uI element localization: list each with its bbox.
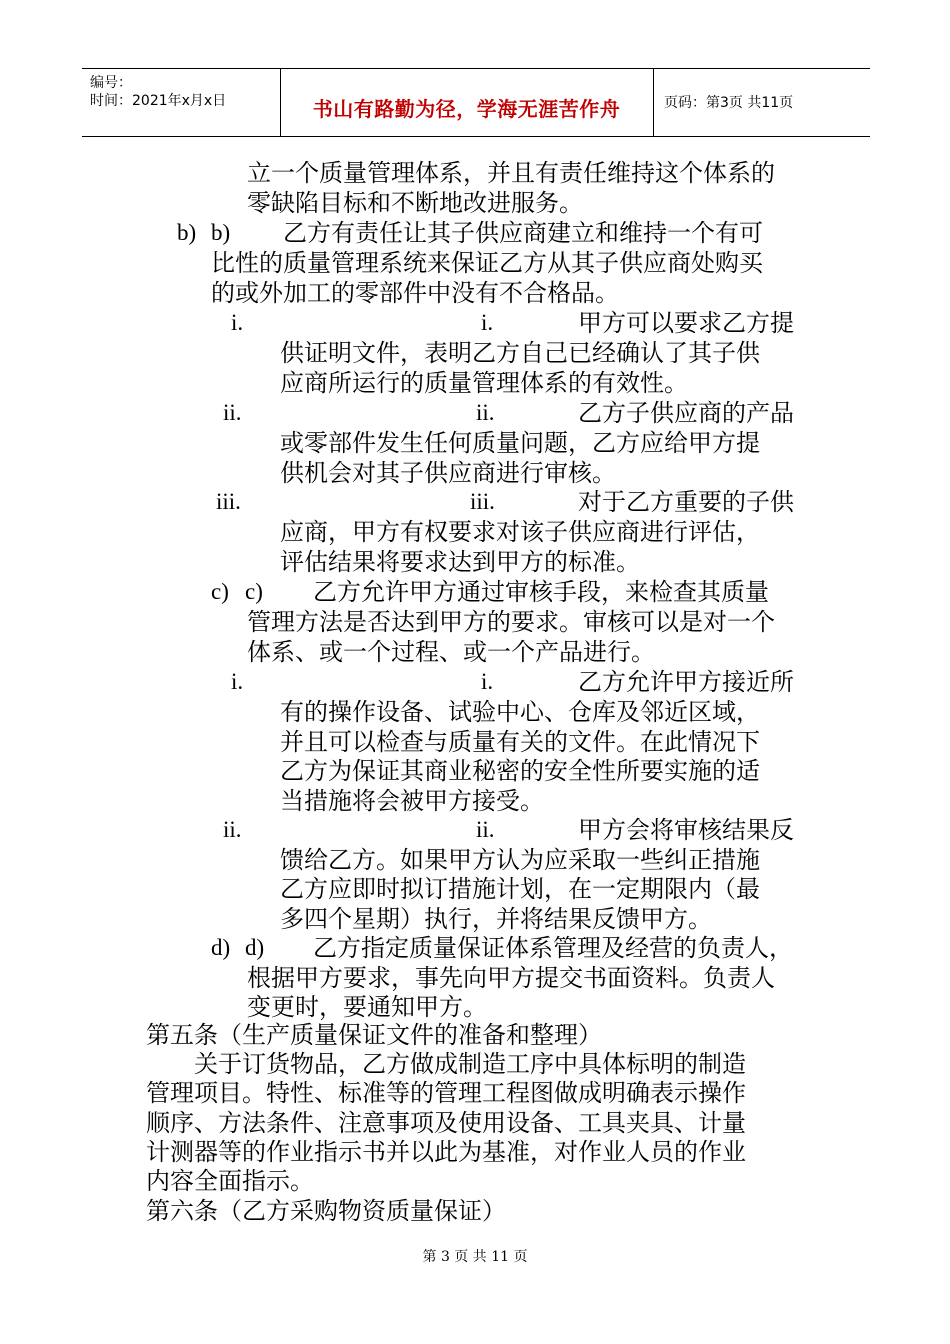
text-line: 乙方指定质量保证体系管理及经营的负责人， (313, 934, 793, 962)
header-motto-cell (280, 69, 654, 136)
header-motto: 书山有路勤为径，学海无涯苦作舟 (312, 97, 621, 121)
text-line: 根据甲方要求，事先向甲方提交书面资料。负责人 (247, 964, 775, 992)
list-marker: i. (231, 669, 244, 694)
text-line: 并且可以检查与质量有关的文件。在此情况下 (280, 728, 760, 756)
list-marker: iii. (470, 489, 495, 514)
header-page-cell (654, 69, 870, 136)
text-line: 顺序、方法条件、注意事项及使用设备、工具夹具、计量 (146, 1109, 746, 1137)
text-line: 管理项目。特性、标准等的管理工程图做成明确表示操作 (146, 1079, 746, 1107)
text-line: 乙方允许甲方接近所 (578, 668, 794, 696)
text-line: 甲方可以要求乙方提 (578, 309, 794, 337)
text-line: 或零部件发生任何质量问题，乙方应给甲方提 (280, 429, 760, 457)
page-header (82, 68, 870, 137)
list-marker: ii. (223, 817, 242, 842)
text-line: 体系、或一个过程、或一个产品进行。 (247, 638, 655, 666)
text-line: 馈给乙方。如果甲方认为应采取一些纠正措施 (280, 846, 760, 874)
text-line: 变更时，要通知甲方。 (247, 993, 487, 1021)
list-marker: d) (245, 935, 265, 960)
list-marker: b) (211, 220, 231, 245)
text-line: 对于乙方重要的子供 (578, 488, 794, 516)
text-line: 乙方为保证其商业秘密的安全性所要实施的适 (280, 757, 760, 785)
text-line: 零缺陷目标和不断地改进服务。 (247, 189, 583, 217)
header-page-info: 页码：第3页 共11页 (664, 95, 794, 111)
list-marker: i. (231, 310, 244, 335)
text-line: 有的操作设备、试验中心、仓库及邻近区域， (280, 698, 760, 726)
section-heading: 第六条（乙方采购物资质量保证） (146, 1197, 506, 1225)
header-info-cell (82, 69, 281, 136)
text-line: 应商，甲方有权要求对该子供应商进行评估， (280, 518, 760, 546)
doc-number-label: 编号： (90, 75, 132, 91)
text-line: 计测器等的作业指示书并以此为基准，对作业人员的作业 (146, 1138, 746, 1166)
list-marker: ii. (476, 817, 495, 842)
text-line: 比性的质量管理系统来保证乙方从其子供应商处购买 (211, 249, 763, 277)
time-label: 时间：2021年x月x日 (90, 93, 227, 109)
text-line: 多四个星期）执行，并将结果反馈甲方。 (280, 905, 712, 933)
section-heading: 第五条（生产质量保证文件的准备和整理） (146, 1021, 602, 1049)
text-line: 立一个质量管理体系，并且有责任维持这个体系的 (247, 159, 775, 187)
text-line: 供机会对其子供应商进行审核。 (280, 459, 616, 487)
text-line: 关于订货物品，乙方做成制造工序中具体标明的制造 (194, 1050, 746, 1078)
text-line: 乙方允许甲方通过审核手段，来检查其质量 (313, 578, 769, 606)
text-line: 管理方法是否达到甲方的要求。审核可以是对一个 (247, 608, 775, 636)
list-marker: ii. (223, 400, 242, 425)
text-line: 乙方子供应商的产品 (578, 399, 794, 427)
list-marker: c) (245, 579, 263, 604)
list-marker: i. (481, 310, 494, 335)
list-marker: d) (211, 935, 231, 960)
list-marker: ii. (476, 400, 495, 425)
text-line: 应商所运行的质量管理体系的有效性。 (280, 369, 688, 397)
text-line: 内容全面指示。 (146, 1167, 314, 1195)
text-line: 供证明文件，表明乙方自己已经确认了其子供 (280, 339, 760, 367)
list-marker: b) (177, 220, 197, 245)
page-footer: 第 3 页 共 11 页 (422, 1249, 528, 1265)
list-marker: iii. (216, 489, 241, 514)
text-line: 的或外加工的零部件中没有不合格品。 (211, 279, 619, 307)
text-line: 评估结果将要求达到甲方的标准。 (280, 548, 640, 576)
text-line: 乙方应即时拟订措施计划，在一定期限内（最 (280, 875, 760, 903)
list-marker: c) (211, 579, 229, 604)
text-line: 甲方会将审核结果反 (578, 816, 794, 844)
list-marker: i. (481, 669, 494, 694)
text-line: 当措施将会被甲方接受。 (280, 787, 544, 815)
text-line: 乙方有责任让其子供应商建立和维持一个有可 (283, 219, 763, 247)
